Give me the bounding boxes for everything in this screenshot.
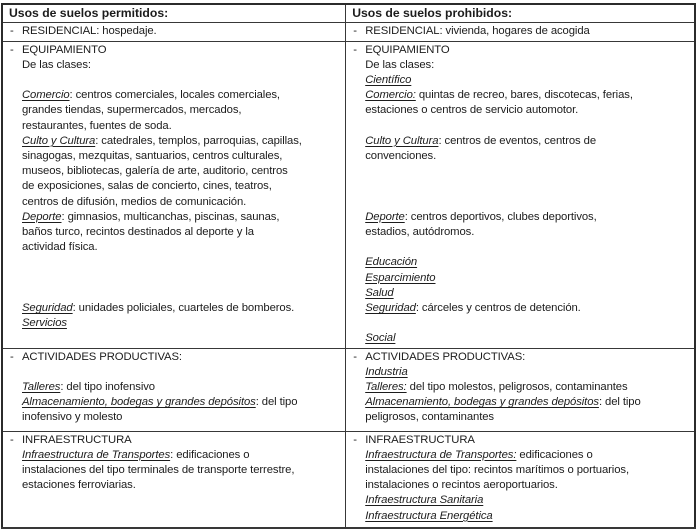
text-line <box>352 240 690 255</box>
header-usos-permitidos: Usos de suelos permitidos: <box>2 4 346 23</box>
text-line <box>352 58 690 73</box>
category-term: Salud <box>365 286 394 299</box>
text-line <box>352 316 690 331</box>
text-line <box>352 463 690 478</box>
text-span: INFRAESTRUCTURA <box>365 433 475 446</box>
text-line <box>9 301 341 316</box>
text-span: museos, bibliotecas, galería de arte, auditorio, centros <box>22 165 288 178</box>
table-header-row <box>2 4 695 23</box>
text-line <box>9 365 341 380</box>
text-line <box>9 316 341 331</box>
text-line <box>9 210 341 225</box>
cell-equipamiento-left <box>2 41 346 348</box>
cell-equipamiento-right <box>346 41 695 348</box>
text-line <box>352 164 690 179</box>
category-term: Almacenamiento, bodegas y grandes depósitos <box>365 396 599 409</box>
category-term: Comercio <box>22 89 70 102</box>
table-row <box>2 431 695 528</box>
text-line <box>9 478 341 493</box>
text-span: : del tipo <box>255 396 298 409</box>
text-line <box>352 149 690 164</box>
text-line <box>352 210 690 225</box>
text-line <box>352 410 690 425</box>
cell-infraestructura-right <box>346 431 695 528</box>
category-term: Infraestructura de Transportes: <box>365 448 517 461</box>
category-term: Educación <box>365 256 418 269</box>
text-line <box>352 433 690 448</box>
text-line <box>9 240 341 255</box>
text-span: baños turco, recintos destinados al deporte y la <box>22 226 254 239</box>
category-term: Científico <box>365 74 412 87</box>
category-term: Deporte <box>22 210 62 223</box>
text-span: : gimnasios, multicanchas, piscinas, saunas, <box>61 210 280 223</box>
text-span: del tipo molestos, peligrosos, contaminantes <box>406 380 628 393</box>
cell-infraestructura-left <box>2 431 346 528</box>
category-term: Infraestructura Energética <box>365 509 493 522</box>
text-line <box>352 73 690 88</box>
text-span: EQUIPAMIENTO <box>365 43 450 56</box>
category-term: Esparcimiento <box>365 271 436 284</box>
text-line <box>9 164 341 179</box>
text-line <box>352 350 690 365</box>
text-span: ACTIVIDADES PRODUCTIVAS: <box>365 350 526 363</box>
text-line <box>9 58 341 73</box>
text-line <box>9 103 341 118</box>
category-term: Infraestructura de Transportes <box>22 448 171 461</box>
category-term: Industria <box>365 365 408 378</box>
text-line <box>9 271 341 286</box>
text-span: : centros de eventos, centros de <box>438 134 596 147</box>
text-span: de exposiciones, salas de concierto, cines, teatros, <box>22 180 272 193</box>
text-span: inofensivo y molesto <box>22 411 123 424</box>
text-line <box>352 509 690 524</box>
text-span: sinagogas, mezquitas, santuarios, centros culturales, <box>22 150 283 163</box>
category-term: Servicios <box>22 317 67 330</box>
text-span: instalaciones del tipo: recintos marítimos o portuarios, <box>365 464 629 476</box>
text-line <box>9 448 341 463</box>
table-row <box>2 23 695 41</box>
text-span: De las clases: <box>22 58 91 71</box>
category-term: Culto y Cultura <box>22 134 96 147</box>
text-line <box>352 301 690 316</box>
land-use-table-container <box>1 3 696 529</box>
land-use-table <box>1 3 696 529</box>
text-line <box>9 195 341 210</box>
text-span: centros de difusión, medios de comunicación. <box>22 195 247 208</box>
category-term: Seguridad <box>22 302 73 314</box>
category-term: Infraestructura Sanitaria <box>365 494 484 507</box>
cell-actividades-productivas-left <box>2 348 346 431</box>
text-span: instalaciones del tipo terminales de transporte terrestre, <box>22 464 295 476</box>
text-span: : cárceles y centros de detención. <box>415 301 581 314</box>
text-span: RESIDENCIAL: hospedaje. <box>22 25 157 38</box>
text-line <box>9 433 341 448</box>
text-line <box>352 225 690 240</box>
text-span: : unidades policiales, cuarteles de bomberos. <box>72 302 295 314</box>
text-line <box>9 395 341 410</box>
text-span: INFRAESTRUCTURA <box>22 433 132 446</box>
text-line <box>9 463 341 478</box>
text-span: RESIDENCIAL: vivienda, hogares de acogida <box>365 25 590 38</box>
text-line <box>352 119 690 134</box>
text-span: : centros comerciales, locales comerciales, <box>69 89 280 102</box>
category-term: Seguridad <box>365 301 416 314</box>
text-line <box>352 365 690 380</box>
text-line <box>352 448 690 463</box>
text-span: restaurantes, fuentes de soda. <box>22 119 172 132</box>
text-line <box>352 255 690 270</box>
text-span: quintas de recreo, bares, discotecas, ferias, <box>415 89 633 102</box>
category-term: Comercio: <box>365 89 416 102</box>
text-line <box>352 331 690 346</box>
category-term: Social <box>365 332 396 345</box>
cell-actividades-productivas-right <box>346 348 695 431</box>
text-line <box>9 73 341 88</box>
text-line <box>352 395 690 410</box>
text-line <box>352 24 690 39</box>
category-term: Talleres: <box>365 380 407 393</box>
text-line <box>9 410 341 425</box>
category-term: Talleres <box>22 380 61 393</box>
text-line <box>352 43 690 58</box>
text-line <box>352 271 690 286</box>
text-span: ACTIVIDADES PRODUCTIVAS: <box>22 350 182 363</box>
text-line <box>352 134 690 149</box>
header-usos-prohibidos: Usos de suelos prohibidos: <box>346 4 695 23</box>
text-span: convenciones. <box>365 150 437 163</box>
text-line <box>9 134 341 149</box>
category-term: Deporte <box>365 210 405 223</box>
text-line <box>352 380 690 395</box>
text-span: instalaciones o recintos aeroportuarios. <box>365 479 558 492</box>
table-row <box>2 41 695 348</box>
text-line <box>9 255 341 270</box>
text-line <box>9 119 341 134</box>
text-line <box>9 350 341 365</box>
text-span: EQUIPAMIENTO <box>22 43 107 56</box>
text-span: estaciones o centros de servicio automotor. <box>365 104 579 117</box>
text-line <box>9 225 341 240</box>
text-line <box>352 88 690 103</box>
text-line <box>9 380 341 395</box>
text-span: : del tipo <box>598 396 641 409</box>
text-span: estadios, autódromos. <box>365 225 475 238</box>
text-line <box>9 286 341 301</box>
text-line <box>352 103 690 118</box>
text-span: peligrosos, contaminantes <box>365 411 494 424</box>
text-line <box>352 179 690 194</box>
text-line <box>9 179 341 194</box>
category-term: Culto y Cultura <box>365 134 439 147</box>
text-span: : del tipo inofensivo <box>60 380 155 393</box>
table-row <box>2 348 695 431</box>
text-line <box>352 286 690 301</box>
cell-residencial-right <box>346 23 695 41</box>
text-line <box>9 88 341 103</box>
text-span: edificaciones o <box>516 448 593 461</box>
text-span: : edificaciones o <box>170 448 250 461</box>
text-line <box>9 149 341 164</box>
text-span: : centros deportivos, clubes deportivos, <box>404 210 597 223</box>
text-span: estaciones ferroviarias. <box>22 479 136 492</box>
text-line <box>352 195 690 210</box>
text-line <box>9 43 341 58</box>
text-span: : catedrales, templos, parroquias, capillas, <box>95 134 302 147</box>
category-term: Almacenamiento, bodegas y grandes depósitos <box>22 396 256 409</box>
text-line <box>9 24 341 39</box>
text-line <box>352 493 690 508</box>
text-span: actividad física. <box>22 241 98 254</box>
text-span: De las clases: <box>365 58 435 71</box>
text-span: grandes tiendas, supermercados, mercados, <box>22 104 242 117</box>
cell-residencial-left <box>2 23 346 41</box>
text-line <box>352 478 690 493</box>
